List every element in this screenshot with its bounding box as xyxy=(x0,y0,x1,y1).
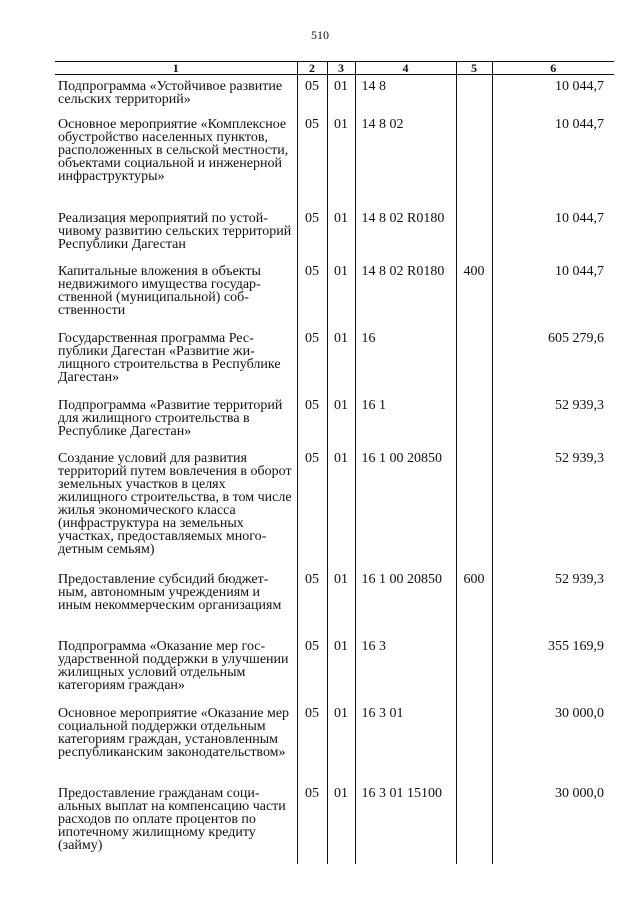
col-header-5: 5 xyxy=(456,62,492,75)
table-header-row xyxy=(55,62,614,75)
item-name: Государственная программа Республики Дагестан «Развитие жилищного строительства в Республике Дагестан» xyxy=(55,327,297,394)
item-name: Основное мероприятие «Комплексное обустройство населенных пунктов, расположенных в сельской местности, объектами социальной и инженерной инфраструктуры» xyxy=(55,113,297,207)
amount: 605 279,6 xyxy=(492,327,614,394)
subsection-code: 01 xyxy=(327,782,355,864)
subsection-code: 01 xyxy=(327,113,355,207)
subsection-code: 01 xyxy=(327,207,355,260)
amount: 10 044,7 xyxy=(492,207,614,260)
amount: 30 000,0 xyxy=(492,782,614,864)
section-code: 05 xyxy=(297,75,327,113)
col-header-1: 1 xyxy=(55,62,297,75)
table-row xyxy=(55,568,614,635)
col-header-2: 2 xyxy=(297,62,327,75)
subsection-code: 01 xyxy=(327,260,355,327)
subsection-code: 01 xyxy=(327,75,355,113)
target-article-code: 16 3 01 xyxy=(355,702,456,782)
section-code: 05 xyxy=(297,568,327,635)
section-code: 05 xyxy=(297,394,327,447)
col-header-6: 6 xyxy=(492,62,614,75)
amount: 52 939,3 xyxy=(492,568,614,635)
target-article-code: 16 3 xyxy=(355,635,456,702)
expense-type-code: 400 xyxy=(456,260,492,327)
target-article-code: 16 xyxy=(355,327,456,394)
item-name: Предоставление гражданам социальных выплат на компенсацию части расходов по оплате процентов по ипотечному жилищному кредиту (займу) xyxy=(55,782,297,864)
expense-type-code xyxy=(456,394,492,447)
expense-type-code xyxy=(456,75,492,113)
target-article-code: 14 8 02 xyxy=(355,113,456,207)
expense-type-code xyxy=(456,327,492,394)
item-name: Подпрограмма «Оказание мер государственной поддержки в улучшении жилищных условий отдельным категориям граждан» xyxy=(55,635,297,702)
table-row xyxy=(55,207,614,260)
section-code: 05 xyxy=(297,447,327,568)
table-row xyxy=(55,327,614,394)
target-article-code: 16 3 01 15100 xyxy=(355,782,456,864)
amount: 52 939,3 xyxy=(492,394,614,447)
expense-type-code xyxy=(456,113,492,207)
subsection-code: 01 xyxy=(327,635,355,702)
amount: 30 000,0 xyxy=(492,702,614,782)
table-row xyxy=(55,447,614,568)
item-name: Создание условий для развития территорий путем вовлечения в оборот земельных участков в целях жилищного строительства, в том числе жилья экономического класса (инфраструктура на земельных участках, предоставляемых многодетным семьям) xyxy=(55,447,297,568)
table-row xyxy=(55,113,614,207)
amount: 355 169,9 xyxy=(492,635,614,702)
amount: 52 939,3 xyxy=(492,447,614,568)
expense-type-code xyxy=(456,447,492,568)
subsection-code: 01 xyxy=(327,327,355,394)
item-name: Реализация мероприятий по устойчивому развитию сельских территорий Республики Дагестан xyxy=(55,207,297,260)
section-code: 05 xyxy=(297,113,327,207)
col-header-3: 3 xyxy=(327,62,355,75)
section-code: 05 xyxy=(297,635,327,702)
target-article-code: 14 8 xyxy=(355,75,456,113)
target-article-code: 14 8 02 R0180 xyxy=(355,260,456,327)
target-article-code: 14 8 02 R0180 xyxy=(355,207,456,260)
section-code: 05 xyxy=(297,702,327,782)
expense-type-code xyxy=(456,207,492,260)
table-row xyxy=(55,394,614,447)
expense-type-code xyxy=(456,782,492,864)
subsection-code: 01 xyxy=(327,394,355,447)
target-article-code: 16 1 00 20850 xyxy=(355,447,456,568)
subsection-code: 01 xyxy=(327,568,355,635)
table-row xyxy=(55,782,614,864)
item-name: Подпрограмма «Устойчивое развитие сельских территорий» xyxy=(55,75,297,113)
page-number: 510 xyxy=(311,28,329,42)
target-article-code: 16 1 00 20850 xyxy=(355,568,456,635)
col-header-4: 4 xyxy=(355,62,456,75)
section-code: 05 xyxy=(297,260,327,327)
amount: 10 044,7 xyxy=(492,75,614,113)
item-name: Подпрограмма «Развитие территорий для жилищного строительства в Республике Дагестан» xyxy=(55,394,297,447)
section-code: 05 xyxy=(297,207,327,260)
item-name: Основное мероприятие «Оказание мер социальной поддержки отдельным категориям граждан, установленным республиканским законодательством» xyxy=(55,702,297,782)
amount: 10 044,7 xyxy=(492,260,614,327)
table-row xyxy=(55,635,614,702)
table-row xyxy=(55,702,614,782)
expense-type-code: 600 xyxy=(456,568,492,635)
table-row xyxy=(55,75,614,113)
section-code: 05 xyxy=(297,782,327,864)
target-article-code: 16 1 xyxy=(355,394,456,447)
amount: 10 044,7 xyxy=(492,113,614,207)
subsection-code: 01 xyxy=(327,702,355,782)
section-code: 05 xyxy=(297,327,327,394)
item-name: Капитальные вложения в объекты недвижимого имущества государственной (муниципальной) собственности xyxy=(55,260,297,327)
expense-type-code xyxy=(456,635,492,702)
table-row xyxy=(55,260,614,327)
budget-table xyxy=(55,61,614,864)
subsection-code: 01 xyxy=(327,447,355,568)
expense-type-code xyxy=(456,702,492,782)
item-name: Предоставление субсидий бюджетным, автономным учреждениям и иным некоммерческим организациям xyxy=(55,568,297,635)
